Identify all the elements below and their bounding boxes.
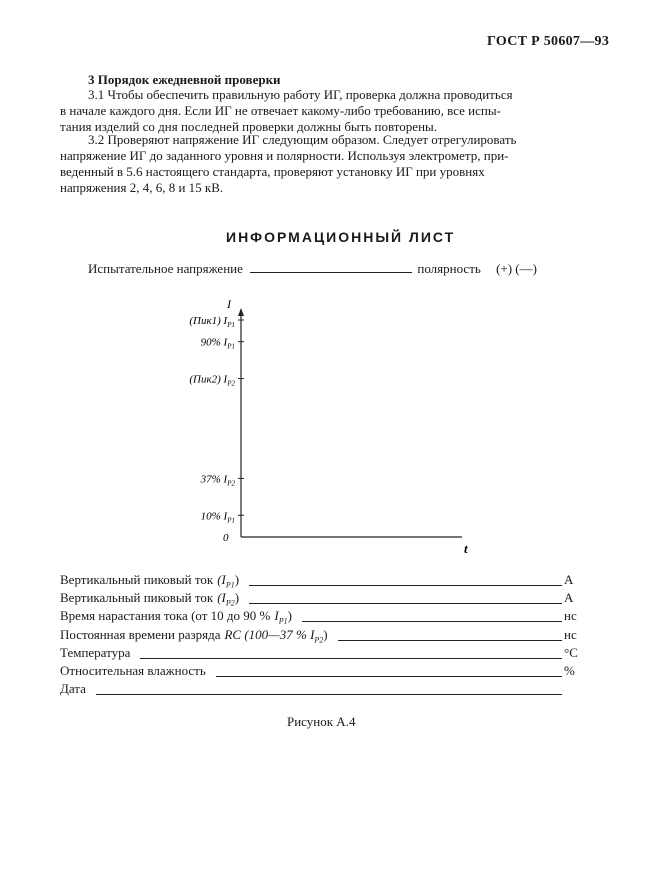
field-unit: °С — [564, 644, 578, 660]
y-axis-arrow — [238, 308, 244, 316]
x-axis-label: t — [464, 541, 468, 556]
field-label: Вертикальный пиковый ток — [60, 590, 214, 606]
document-code: ГОСТ Р 50607—93 — [487, 34, 610, 49]
field-input-line[interactable] — [249, 585, 562, 586]
measurement-field-row — [60, 608, 292, 626]
paragraph-3-2-line: 3.2 Проверяют напряжение ИГ следующим образом. Следует отрегулировать — [88, 132, 517, 147]
field-input-line[interactable] — [96, 694, 562, 695]
measurement-field-row — [60, 590, 239, 608]
field-unit: А — [564, 590, 574, 606]
polarity-label: полярность — [417, 261, 481, 276]
paragraph-3-2-line: напряжение ИГ до заданного уровня и полярности. Используя электрометр, при- — [60, 148, 509, 163]
field-input-line[interactable] — [249, 603, 562, 604]
field-label: Температура — [60, 644, 131, 660]
field-label: Вертикальный пиковый ток — [60, 572, 214, 587]
formula-subscript: P2 — [225, 598, 235, 608]
field-unit: % — [564, 663, 575, 678]
formula-subscript: P2 — [314, 635, 324, 645]
formula-subscript: P1 — [225, 580, 235, 590]
measurement-field-row — [60, 681, 86, 697]
field-formula: RC (100—37 % $I_{P2}$) — [224, 626, 328, 645]
y-marker-label: (Пик2) $I_{P2}$ — [189, 373, 235, 388]
field-label: Постоянная времени разряда — [60, 626, 221, 642]
field-formula: $I_{P1}$) — [274, 608, 292, 626]
measurement-field-row — [60, 627, 328, 645]
info-sheet-title: ИНФОРМАЦИОННЫЙ ЛИСТ — [226, 229, 456, 245]
field-unit: нс — [564, 608, 577, 624]
polarity-options: (+) (—) — [496, 261, 537, 276]
origin-label: 0 — [223, 532, 229, 544]
field-label: Относительная влажность — [60, 663, 206, 678]
formula-close: ) — [287, 608, 292, 624]
field-unit: А — [564, 572, 574, 587]
paragraph-3-1-line: 3.1 Чтобы обеспечить правильную работу ИГ, проверка должна проводиться — [88, 87, 513, 102]
y-axis-label: I — [227, 297, 231, 311]
field-input-line[interactable] — [302, 621, 562, 622]
formula-subscript: P1 — [278, 616, 288, 626]
y-marker-label: (Пик1) $I_{P1}$ — [189, 315, 235, 329]
y-marker-label: 90% $I_{P1}$ — [200, 336, 235, 351]
y-marker-label: 10% $I_{P1}$ — [200, 510, 235, 525]
formula-close: ) — [234, 590, 240, 606]
paragraph-3-2-line: веденный в 5.6 настоящего стандарта, проверяют установку ИГ при уровнях — [60, 164, 485, 179]
field-input-line[interactable] — [216, 676, 562, 677]
field-input-line[interactable] — [140, 658, 562, 659]
paragraph-3-2-line: напряжения 2, 4, 6, 8 и 15 кВ. — [60, 180, 224, 195]
field-formula: $(I_{P1})$ — [217, 572, 240, 590]
measurement-field-row — [60, 663, 206, 679]
field-label: Время нарастания тока (от 10 до 90 % — [60, 608, 271, 624]
figure-caption: Рисунок А.4 — [287, 714, 356, 729]
section-title: 3 Порядок ежедневной проверки — [88, 72, 281, 87]
formula-close: ) — [323, 626, 328, 642]
paragraph-3-1-line: в начале каждого дня. Если ИГ не отвечает какому-либо требованию, все испы- — [60, 103, 501, 118]
field-formula: $(I_{P2})$ — [217, 590, 240, 608]
measurement-field-row — [60, 645, 130, 661]
formula-close: ) — [234, 572, 240, 587]
y-marker-label: 37% $I_{P2}$ — [200, 473, 235, 488]
field-label: Дата — [60, 681, 86, 697]
paragraph-3-1-line: тания изделий со дня последней проверки должны быть повторены. — [60, 119, 438, 134]
measurement-field-row — [60, 572, 239, 590]
field-unit: нс — [564, 626, 577, 642]
test-voltage-label: Испытательное напряжение — [88, 261, 243, 276]
field-input-line[interactable] — [338, 640, 562, 641]
